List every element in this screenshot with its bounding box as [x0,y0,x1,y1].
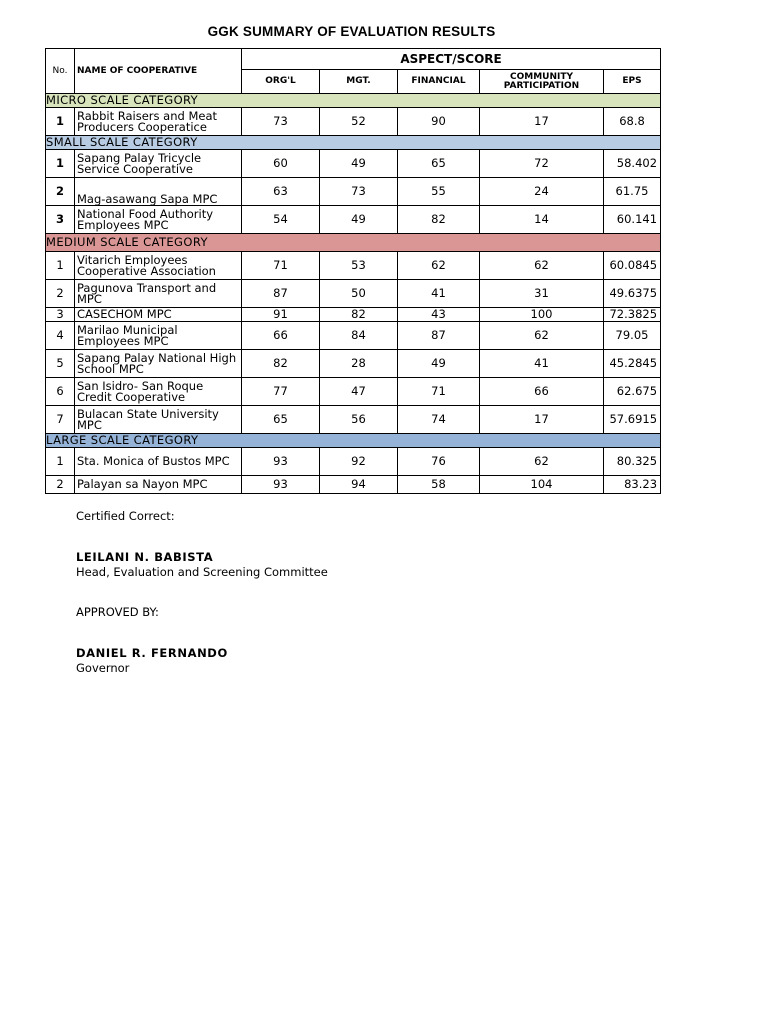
cell-eps: 49.6375 [604,280,661,308]
cell-cooperative-name: San Isidro- San Roque Credit Cooperative [75,378,242,406]
cell-org-score: 66 [242,322,320,350]
cell-no: 3 [46,308,75,322]
table-row [46,350,661,378]
small-rows [46,150,661,234]
cell-financial-score: 71 [398,378,480,406]
col-header-aspect-score: ASPECT/SCORE [242,49,661,70]
cell-financial-score: 76 [398,448,480,476]
table-row [46,150,661,178]
large-rows [46,448,661,494]
cell-mgt-score: 53 [320,252,398,280]
table-row [46,476,661,494]
cell-no: 4 [46,322,75,350]
cell-org-score: 93 [242,448,320,476]
cell-cooperative-name: CASECHOM MPC [75,308,242,322]
cell-eps: 61.75 [604,178,661,206]
cell-community-score: 62 [480,322,604,350]
col-header-name: NAME OF COOPERATIVE [75,49,242,94]
cell-mgt-score: 50 [320,280,398,308]
cell-community-score: 24 [480,178,604,206]
cell-eps: 62.675 [604,378,661,406]
cell-community-score: 62 [480,448,604,476]
table-row [46,448,661,476]
table-row [46,378,661,406]
cell-cooperative-name: Mag-asawang Sapa MPC [75,178,242,206]
cell-community-score: 104 [480,476,604,494]
cell-mgt-score: 56 [320,406,398,434]
cell-org-score: 91 [242,308,320,322]
cell-eps: 60.0845 [604,252,661,280]
cell-eps: 79.05 [604,322,661,350]
signatory-name-1: LEILANI N. BABISTA [76,550,214,564]
category-row-small [46,136,661,150]
cell-cooperative-name: Marilao Municipal Employees MPC [75,322,242,350]
cell-cooperative-name: Bulacan State University MPC [75,406,242,434]
cell-org-score: 82 [242,350,320,378]
table-row [46,280,661,308]
table-row [46,406,661,434]
cell-mgt-score: 28 [320,350,398,378]
cell-financial-score: 90 [398,108,480,136]
cell-no: 1 [46,108,75,136]
cell-org-score: 63 [242,178,320,206]
cell-cooperative-name: Rabbit Raisers and Meat Producers Cooperatice [75,108,242,136]
cell-eps: 45.2845 [604,350,661,378]
cell-mgt-score: 49 [320,206,398,234]
cell-no: 1 [46,150,75,178]
cell-cooperative-name: Palayan sa Nayon MPC [75,476,242,494]
cell-mgt-score: 92 [320,448,398,476]
table-row [46,206,661,234]
category-label: MEDIUM SCALE CATEGORY [46,234,661,252]
signatory-role-2: Governor [76,661,130,675]
cell-org-score: 54 [242,206,320,234]
cell-community-score: 17 [480,406,604,434]
table-row [46,178,661,206]
approved-by-label: APPROVED BY: [76,605,159,619]
table-row [46,308,661,322]
cell-financial-score: 65 [398,150,480,178]
cell-no: 3 [46,206,75,234]
cell-mgt-score: 73 [320,178,398,206]
micro-rows [46,108,661,136]
document-title: GGK SUMMARY OF EVALUATION RESULTS [207,24,496,39]
cell-mgt-score: 94 [320,476,398,494]
table-header-row [46,49,661,70]
category-row-micro [46,94,661,108]
cell-cooperative-name: Pagunova Transport and MPC [75,280,242,308]
category-row-medium [46,234,661,252]
cell-financial-score: 82 [398,206,480,234]
cell-financial-score: 87 [398,322,480,350]
cell-eps: 83.23 [604,476,661,494]
cell-mgt-score: 49 [320,150,398,178]
category-label: LARGE SCALE CATEGORY [46,434,661,448]
cell-no: 5 [46,350,75,378]
cell-mgt-score: 82 [320,308,398,322]
cell-cooperative-name: Sapang Palay Tricycle Service Cooperative [75,150,242,178]
cell-no: 6 [46,378,75,406]
cell-cooperative-name: National Food Authority Employees MPC [75,206,242,234]
cell-community-score: 72 [480,150,604,178]
col-header-financial: FINANCIAL [398,70,480,94]
cell-financial-score: 62 [398,252,480,280]
cell-eps: 80.325 [604,448,661,476]
col-header-community: COMMUNITY PARTICIPATION [480,70,604,94]
cell-no: 2 [46,476,75,494]
cell-cooperative-name: Sta. Monica of Bustos MPC [75,448,242,476]
col-header-mgt: MGT. [320,70,398,94]
cell-org-score: 87 [242,280,320,308]
cell-eps: 60.141 [604,206,661,234]
cell-mgt-score: 52 [320,108,398,136]
signatory-name-2: DANIEL R. FERNANDO [76,646,228,660]
cell-org-score: 77 [242,378,320,406]
cell-org-score: 60 [242,150,320,178]
cell-mgt-score: 84 [320,322,398,350]
cell-community-score: 14 [480,206,604,234]
cell-no: 1 [46,448,75,476]
cell-no: 2 [46,280,75,308]
cell-community-score: 62 [480,252,604,280]
col-header-eps: EPS [604,70,661,94]
cell-mgt-score: 47 [320,378,398,406]
cell-community-score: 41 [480,350,604,378]
table-row [46,322,661,350]
cell-cooperative-name: Sapang Palay National High School MPC [75,350,242,378]
cell-financial-score: 74 [398,406,480,434]
cell-org-score: 73 [242,108,320,136]
cell-community-score: 66 [480,378,604,406]
cell-no: 1 [46,252,75,280]
cell-financial-score: 41 [398,280,480,308]
cell-community-score: 100 [480,308,604,322]
cell-org-score: 71 [242,252,320,280]
category-label: SMALL SCALE CATEGORY [46,136,661,150]
cell-no: 7 [46,406,75,434]
cell-org-score: 93 [242,476,320,494]
medium-rows [46,252,661,434]
cell-no: 2 [46,178,75,206]
table-row [46,108,661,136]
cell-community-score: 31 [480,280,604,308]
signatory-role-1: Head, Evaluation and Screening Committee [76,565,328,579]
cell-community-score: 17 [480,108,604,136]
cell-eps: 72.3825 [604,308,661,322]
table-row [46,252,661,280]
col-header-org: ORG'L [242,70,320,94]
category-label: MICRO SCALE CATEGORY [46,94,661,108]
cell-eps: 57.6915 [604,406,661,434]
category-row-large [46,434,661,448]
cell-financial-score: 49 [398,350,480,378]
evaluation-results-table [45,48,661,494]
cell-org-score: 65 [242,406,320,434]
certified-correct-label: Certified Correct: [76,509,175,523]
cell-financial-score: 43 [398,308,480,322]
cell-eps: 68.8 [604,108,661,136]
col-header-no: No. [46,49,75,94]
cell-financial-score: 55 [398,178,480,206]
cell-eps: 58.402 [604,150,661,178]
cell-financial-score: 58 [398,476,480,494]
cell-cooperative-name: Vitarich Employees Cooperative Association [75,252,242,280]
